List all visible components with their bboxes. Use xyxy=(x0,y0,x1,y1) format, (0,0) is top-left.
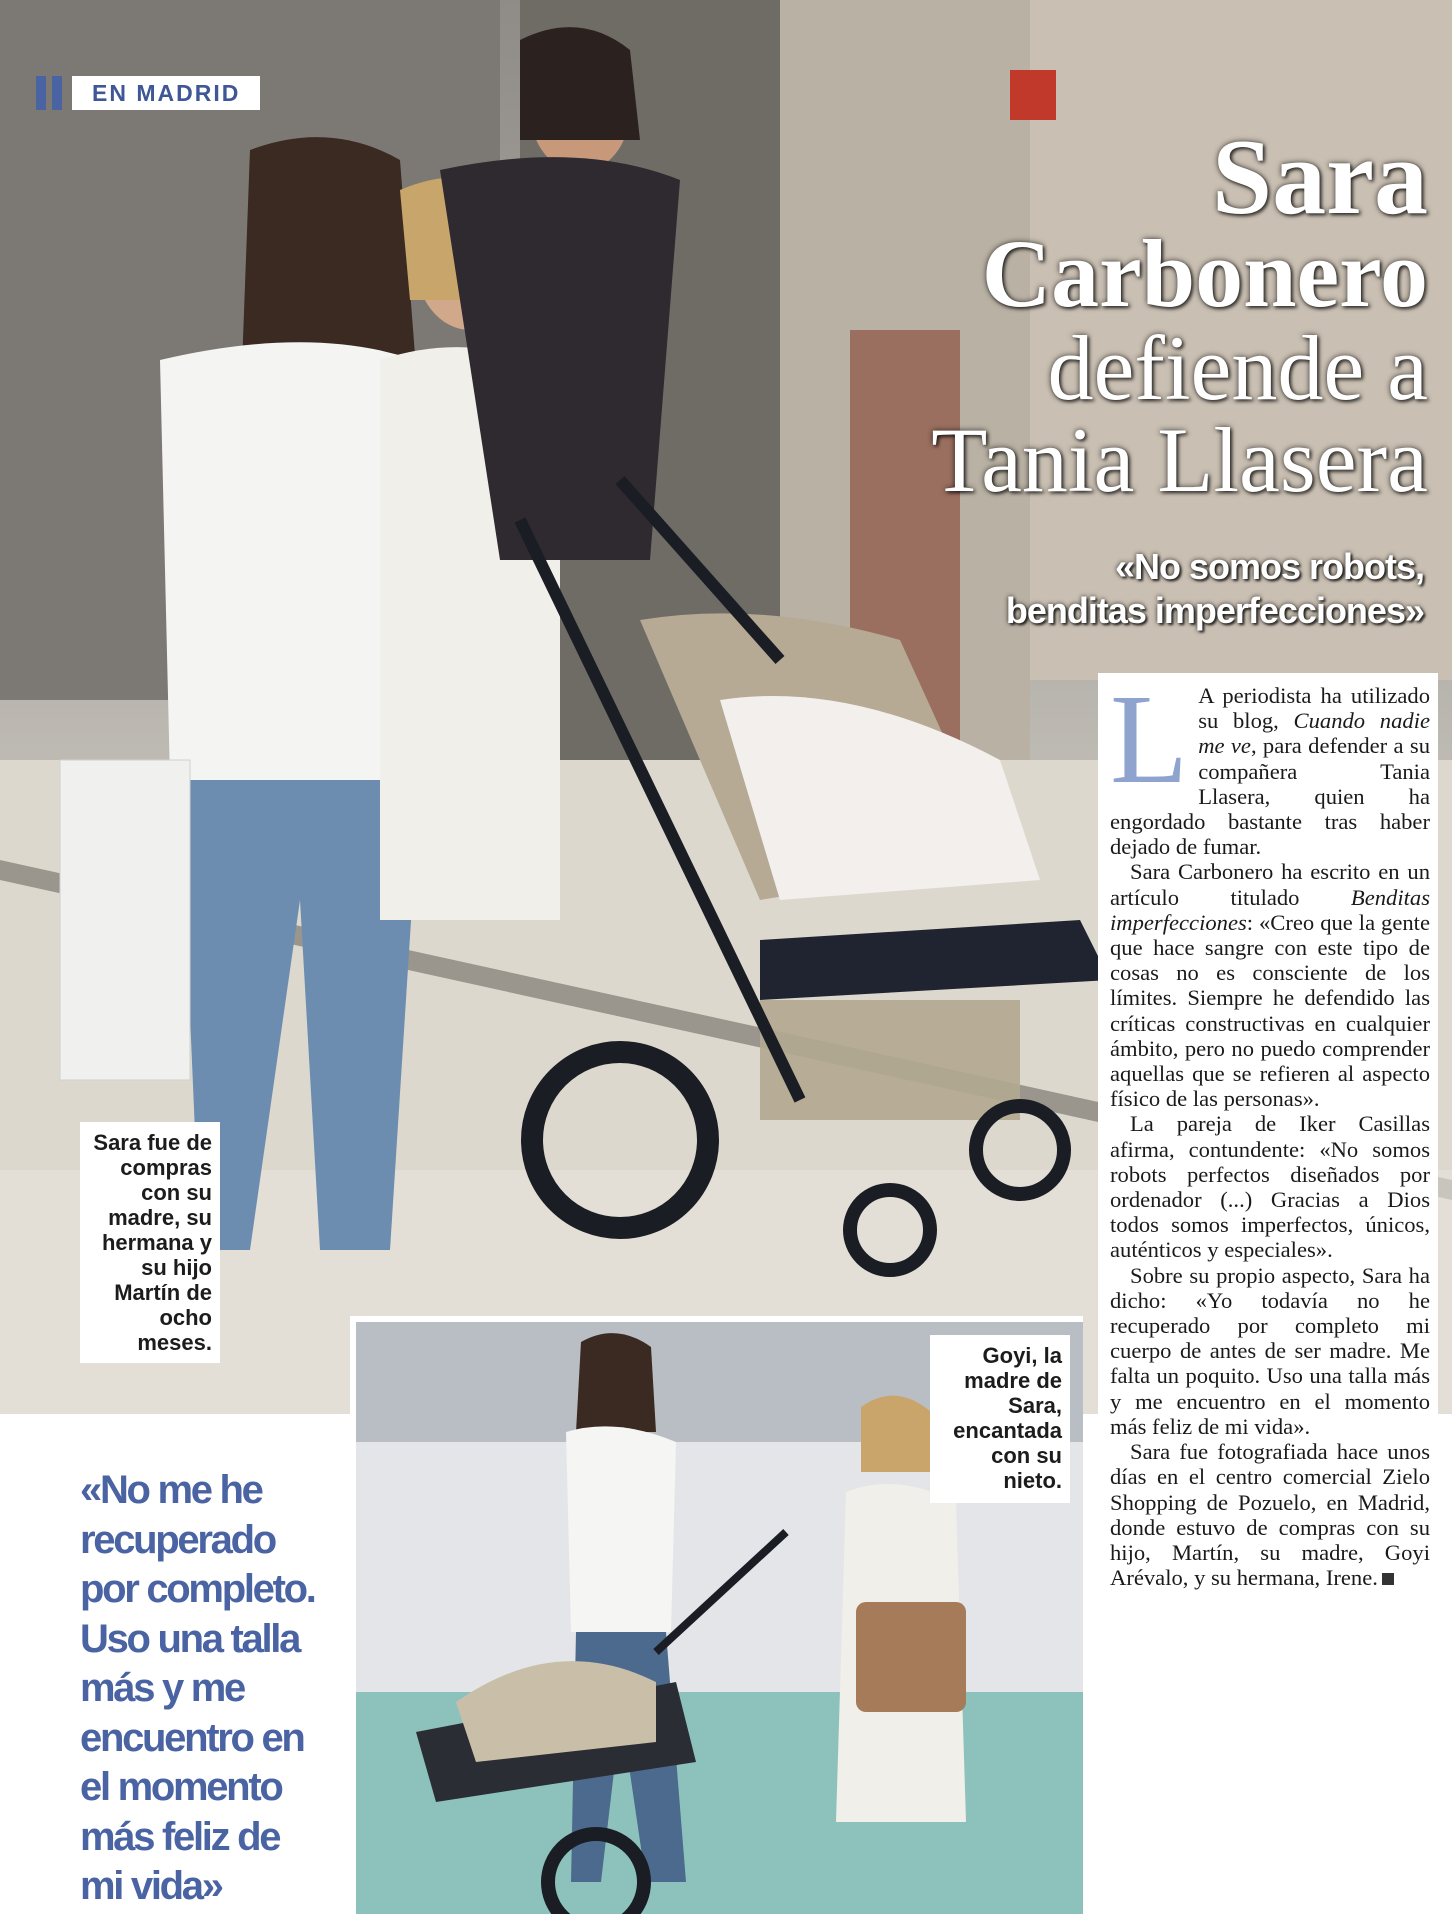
subheadline xyxy=(904,545,1424,633)
caption-line: encantada xyxy=(953,1418,1062,1443)
subheadline-line-2: benditas imperfecciones» xyxy=(1005,590,1424,631)
caption-line: madre, su xyxy=(108,1205,212,1230)
paragraph-text: Sara Carbonero ha escrito en un artículo titulado xyxy=(1110,859,1430,910)
pull-quote xyxy=(80,1466,350,1912)
caption-line: nieto. xyxy=(1003,1468,1062,1493)
pull-quote-line: el momento xyxy=(80,1765,282,1809)
pull-quote-line: más feliz de xyxy=(80,1814,280,1859)
caption-line: Martín de xyxy=(114,1280,212,1305)
pull-quote-line: más y me xyxy=(80,1666,244,1710)
caption-line: ocho xyxy=(159,1305,212,1330)
article-paragraph-3: La pareja de Iker Casillas afirma, contundente: «No somos robots perfectos diseñados por ordenador (...) Gracias a Dios todos somos imperfectos, únicos, auténticos y especiales». xyxy=(1110,1111,1430,1263)
caption-line: Sara, xyxy=(1008,1393,1062,1418)
section-tag-bars xyxy=(36,76,62,110)
article-paragraph-5 xyxy=(1110,1439,1430,1590)
drop-cap: L xyxy=(1110,668,1189,810)
article-paragraph-4: Sobre su propio aspecto, Sara ha dicho: «Yo todavía no he recuperado por completo mi cuerpo de antes de ser madre. Me falta un poquito. Uso una talla más y me encuentro en el momento más feliz de mi vida». xyxy=(1110,1262,1430,1439)
caption-line: meses. xyxy=(137,1330,212,1355)
paragraph-text: , para defender a su compañera Tania Llasera, quien ha engordado bastante tras haber dejado de fumar. xyxy=(1110,733,1430,860)
subheadline-line-1: «No somos robots, xyxy=(1114,546,1424,587)
caption-line: hermana y xyxy=(101,1230,212,1255)
pull-quote-line: Uso una talla xyxy=(80,1616,300,1661)
caption-line: Goyi, la xyxy=(982,1343,1062,1368)
blog-title: Cuando nadie me ve xyxy=(1198,708,1430,759)
pull-quote-line: mi vida» xyxy=(80,1864,222,1908)
pull-quote-line: «No me he xyxy=(80,1468,262,1512)
headline-line-3: defiende a xyxy=(1047,317,1428,419)
pull-quote-line: por completo. xyxy=(80,1567,315,1611)
second-photo-caption xyxy=(930,1335,1070,1503)
caption-line: con su xyxy=(141,1180,212,1205)
headline-line-1: Sara xyxy=(1212,118,1428,237)
section-tag-label: EN MADRID xyxy=(72,76,260,110)
paragraph-text: A periodista ha utilizado su blog, xyxy=(1198,683,1430,734)
article-title: Benditas imperfecciones xyxy=(1110,884,1430,935)
caption-line: con su xyxy=(991,1443,1062,1468)
caption-line: compras xyxy=(120,1155,212,1180)
headline xyxy=(708,118,1428,511)
headline-line-2: Carbonero xyxy=(981,220,1428,327)
paragraph-text: : «Creo que la gente que hace sangre con este tipo de cosas no es consciente de los límites. Siempre he defendido las críticas constructivas en cualquier ámbito, pero no puedo comprender aquellas que se refieren al aspecto físico de las personas». xyxy=(1110,909,1430,1112)
pull-quote-line: recuperado xyxy=(80,1517,275,1562)
caption-line: su hijo xyxy=(141,1255,212,1280)
pull-quote-line: encuentro en xyxy=(80,1715,304,1760)
caption-line: madre de xyxy=(964,1368,1062,1393)
end-mark xyxy=(1382,1573,1394,1585)
section-tag xyxy=(36,76,260,110)
article-paragraph-2 xyxy=(1110,859,1430,1111)
caption-line: Sara fue de xyxy=(93,1130,212,1155)
main-photo-caption xyxy=(80,1122,220,1363)
paragraph-text: Sara fue fotografiada hace unos días en el centro comercial Zielo Shopping de Pozuelo, en Madrid, donde estuvo de compras con su hijo, Martín, su madre, Goyi Arévalo, y su hermana, Irene. xyxy=(1110,1439,1430,1591)
article-body xyxy=(1098,668,1438,1913)
headline-line-4: Tania Llasera xyxy=(931,409,1428,511)
